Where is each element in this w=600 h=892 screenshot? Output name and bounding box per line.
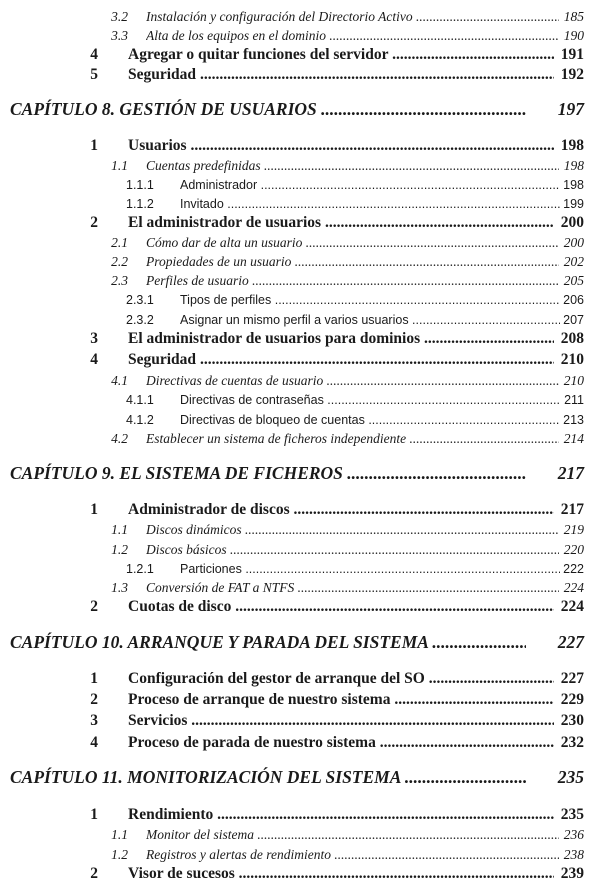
section-number: 3 [90,712,98,729]
section-number: 2 [90,214,98,231]
toc-entry [0,690,600,710]
section-number: 1 [90,670,98,687]
section-title: Seguridad ..... [128,65,554,85]
page-number: 190 [563,28,584,43]
page-number: 208 [560,330,584,347]
chapter-heading [0,463,600,483]
toc-entry [0,390,600,410]
toc-entry [0,540,600,560]
section-title: Administrador ..... [180,175,560,195]
section-title: Rendimiento ..... [128,805,554,825]
toc-entry [0,350,600,370]
toc-entry [0,733,600,753]
page-number: 239 [560,865,584,882]
section-title: Visor de sucesos ..... [128,864,554,884]
section-number: 1.2 [111,847,128,862]
page-number: 210 [563,373,584,388]
section-number: 1 [90,501,98,518]
page-number: 197 [557,99,584,119]
page-number: 191 [560,46,584,63]
section-title: Directivas de cuentas de usuario ..... [146,371,559,391]
section-number: 4 [90,46,98,63]
section-number: 2.3.2 [126,313,154,327]
chapter-title: CAPÍTULO 11. MONITORIZACIÓN DEL SISTEMA ..... [10,767,526,787]
page-number: 220 [563,542,584,557]
page-number: 198 [563,158,584,173]
toc-entry [0,136,600,156]
toc-entry [0,520,600,540]
toc-entry [0,429,600,449]
section-number: 2.3 [111,273,128,288]
section-title: Perfiles de usuario ..... [146,271,559,291]
toc-entry [0,26,600,46]
chapter-heading [0,632,600,652]
page-number: 236 [563,827,584,842]
page-number: 227 [560,670,584,687]
section-title: Tipos de perfiles ..... [180,290,560,310]
section-number: 3 [90,330,98,347]
toc-entry [0,213,600,233]
section-title: Invitado ..... [180,194,560,214]
section-number: 4 [90,734,98,751]
toc-entry [0,805,600,825]
section-number: 4 [90,351,98,368]
page-number: 227 [557,632,584,652]
toc-entry [0,45,600,65]
toc-entry [0,825,600,845]
section-number: 1 [90,806,98,823]
section-title: Conversión de FAT a NTFS ..... [146,578,559,598]
section-title: Propiedades de un usuario ..... [146,252,559,272]
section-title: Servicios ..... [128,711,554,731]
toc-entry [0,310,600,330]
page-number: 200 [563,235,584,250]
chapter-title: CAPÍTULO 8. GESTIÓN DE USUARIOS ..... [10,99,526,119]
section-number: 1.1.1 [126,178,154,192]
page-number: 217 [560,501,584,518]
section-title: Administrador de discos ..... [128,500,554,520]
section-title: Asignar un mismo perfil a varios usuarios ..... [180,310,560,330]
toc-entry [0,410,600,430]
section-number: 1.2 [111,542,128,557]
section-number: 2.3.1 [126,293,154,307]
section-title: Establecer un sistema de ficheros independiente ..... [146,429,559,449]
toc-entry [0,669,600,689]
section-number: 1.1 [111,158,128,173]
toc-entry [0,329,600,349]
page-number: 192 [560,66,584,83]
toc-entry [0,864,600,884]
page-number: 238 [563,847,584,862]
section-title: Cuotas de disco ..... [128,597,554,617]
page-number: 224 [563,580,584,595]
page-number: 232 [560,734,584,751]
toc-entry [0,559,600,579]
section-number: 2.1 [111,235,128,250]
toc-entry [0,845,600,865]
section-title: Registros y alertas de rendimiento ..... [146,845,559,865]
chapter-title: CAPÍTULO 9. EL SISTEMA DE FICHEROS ..... [10,463,526,483]
toc-entry [0,500,600,520]
toc-entry [0,578,600,598]
page-number: 214 [563,431,584,446]
page-number: 211 [564,393,584,407]
section-number: 2 [90,598,98,615]
toc-entry [0,371,600,391]
section-title: Directivas de contraseñas ..... [180,390,560,410]
section-title: Configuración del gestor de arranque del SO ..... [128,669,554,689]
section-number: 1.1.2 [126,197,154,211]
toc-entry [0,7,600,27]
toc-entry [0,271,600,291]
page-number: 199 [563,197,584,211]
toc-entry [0,156,600,176]
chapter-heading [0,767,600,787]
page-number: 205 [563,273,584,288]
section-number: 1.1 [111,522,128,537]
section-title: Monitor del sistema ..... [146,825,559,845]
page-number: 202 [563,254,584,269]
toc-entry [0,290,600,310]
section-number: 4.2 [111,431,128,446]
page-number: 224 [560,598,584,615]
toc-entry [0,597,600,617]
section-title: Instalación y configuración del Directorio Activo ..... [146,7,559,27]
page-number: 222 [563,562,584,576]
section-number: 1 [90,137,98,154]
page-number: 200 [560,214,584,231]
section-title: El administrador de usuarios para dominios ..... [128,329,554,349]
page-number: 185 [563,9,584,24]
section-title: Directivas de bloqueo de cuentas ..... [180,410,560,430]
section-number: 2.2 [111,254,128,269]
section-title: Usuarios ..... [128,136,554,156]
section-number: 4.1 [111,373,128,388]
section-title: Agregar o quitar funciones del servidor ..... [128,45,554,65]
section-title: Cuentas predefinidas ..... [146,156,559,176]
section-number: 2 [90,691,98,708]
page-number: 206 [563,293,584,307]
toc-entry [0,175,600,195]
page-number: 235 [557,767,584,787]
section-number: 1.2.1 [126,562,154,576]
page-number: 198 [563,178,584,192]
page-number: 217 [557,463,584,483]
toc-entry [0,252,600,272]
section-title: Proceso de arranque de nuestro sistema ..... [128,690,554,710]
section-title: Particiones ..... [180,559,560,579]
section-title: Proceso de parada de nuestro sistema ..... [128,733,554,753]
toc-entry [0,194,600,214]
page-number: 210 [560,351,584,368]
page-number: 235 [560,806,584,823]
section-number: 1.3 [111,580,128,595]
section-number: 4.1.2 [126,413,154,427]
page-number: 230 [560,712,584,729]
section-number: 3.2 [111,9,128,24]
section-number: 5 [90,66,98,83]
section-title: Cómo dar de alta un usuario ..... [146,233,559,253]
section-title: Alta de los equipos en el dominio ..... [146,26,559,46]
chapter-heading [0,99,600,119]
page-number: 213 [563,413,584,427]
section-title: Discos básicos ..... [146,540,559,560]
section-title: Seguridad ..... [128,350,554,370]
toc-entry [0,65,600,85]
toc-entry [0,711,600,731]
section-number: 4.1.1 [126,393,154,407]
section-number: 3.3 [111,28,128,43]
section-number: 1.1 [111,827,128,842]
page-number: 207 [563,313,584,327]
section-title: El administrador de usuarios ..... [128,213,554,233]
chapter-title: CAPÍTULO 10. ARRANQUE Y PARADA DEL SISTEMA ..... [10,632,526,652]
section-number: 2 [90,865,98,882]
section-title: Discos dinámicos ..... [146,520,559,540]
toc-entry [0,233,600,253]
page-number: 229 [560,691,584,708]
page-number: 198 [560,137,584,154]
page-number: 219 [563,522,584,537]
